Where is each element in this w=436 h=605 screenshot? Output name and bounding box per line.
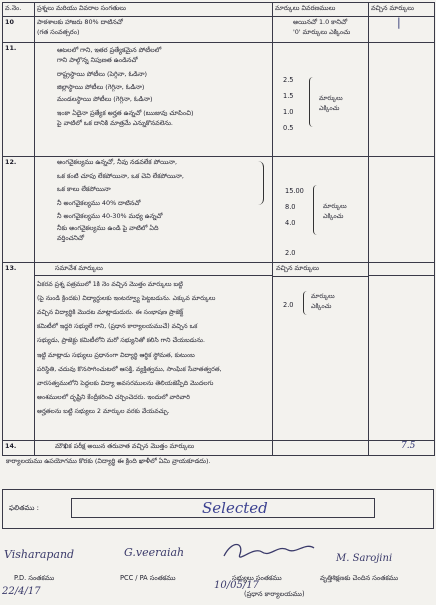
brace-icon (303, 291, 309, 315)
marks-label: మార్కులు (319, 95, 343, 102)
member-caption: సభ్యులు సంతకము (232, 574, 282, 582)
question-line: ఆటలలో గాని, ఇతర ప్రత్యేకమైన పోటీలలో (57, 46, 162, 54)
member-sub-caption: (ప్రధాన కార్యాలయము) (244, 590, 305, 598)
question-paragraph (35, 276, 272, 422)
question-line: అంగవైకల్యము ఉన్నచో, నీవు నడవలేక పోయినా, (57, 158, 178, 166)
vol-caption: వృత్తిశిక్షణకు చెందిన సంతకము (320, 574, 399, 582)
mark-value: 0.5 (283, 124, 294, 132)
row-marks-given (369, 17, 435, 43)
result-label: ఫలితము : (9, 504, 39, 512)
marks-table (2, 2, 435, 456)
table-row (3, 263, 435, 441)
row-number: 13. (3, 263, 35, 441)
vol-signature: M. Sarojini (336, 553, 393, 564)
question-line: (గత సంవత్సరం) (37, 27, 80, 36)
question-line: (పై నుండి క్రిందకు) విద్యార్థులకు ఇంటర్వ్యూ పెట్టబడును. ఎక్కువ మార్కులు (37, 294, 216, 302)
mark-value: 1.5 (283, 92, 294, 100)
row-number: 14. (3, 441, 35, 456)
question-line: ఒక కంటి చూపు లేకపోయినా, ఒక చెవి లేకపోయినా, (57, 171, 184, 180)
row-marks-detail (273, 263, 369, 441)
row-number: 12. (3, 157, 35, 263)
row-marks-detail (273, 43, 369, 157)
question-line: అంశములలో దృష్టిని కేంద్రీకరించి చర్చించెదరు. ఇందులో వారివారి (37, 394, 190, 402)
header-marks-given: వచ్చిన మార్కులు (369, 3, 435, 17)
mark-value: 2.0 (285, 249, 296, 257)
pcc-signature: G.veeraiah (124, 546, 185, 559)
row-marks-given (369, 263, 435, 441)
marks-line: అయినచో 1.0 కానిచో (293, 18, 348, 26)
marks-label: ఎక్కించు (319, 105, 340, 112)
row-number: 11. (3, 43, 35, 157)
pd-date: 22/4/17 (2, 586, 41, 597)
question-line: ఏకరవ ప్రశ్న పత్రములో 1కి నెం వచ్చిన మొత్తం మార్కులు బట్టి (37, 280, 183, 288)
result-value: Selected (202, 499, 268, 517)
question-line: రాష్ట్రస్థాయి పోటీలు (పెగ్గినా, ఓడినా) (57, 70, 147, 79)
row-question (35, 263, 273, 441)
question-line: వారసత్వములోని పెద్దలకు విద్యా అవసరములను తెలియజెప్పేది మొదలగు (37, 380, 214, 388)
result-field (71, 498, 375, 518)
question-line: పరిస్థితి, చదువు కొనసాగించుటలో ఆసక్తి, వ్యక్తిత్వము, సాంఘిక సేవాతత్వరత, (37, 365, 222, 373)
pd-caption: P.D. సంతకము (14, 574, 55, 582)
question-line: వర్తించనిచో (57, 233, 85, 242)
question-line: నీకు అంగవైకల్యము ఉండి పై వాటిలో ఏది (57, 223, 159, 232)
row-marks-given (369, 441, 435, 456)
given-header-cell (369, 263, 434, 276)
brace-icon (309, 77, 315, 127)
marks-line: '0' మార్కులు ఎక్కించు (293, 27, 351, 36)
brace-icon (257, 161, 264, 205)
question-line: అర్హతలను బట్టి సభ్యులు 2 మార్కుల వరకు వేయవచ్చు. (37, 408, 170, 416)
row-number: 10 (3, 17, 35, 43)
mark-value: 4.0 (285, 219, 296, 227)
brace-icon (313, 185, 319, 235)
header-sno: వ.నెం. (3, 3, 35, 17)
row-marks-detail (273, 17, 369, 43)
mark-value: 8.0 (285, 203, 296, 211)
marks-label: మార్కులు (311, 293, 335, 300)
row-question (35, 157, 273, 263)
question-line: నీ అంగవైకల్యము 40-30% మధ్య ఉన్నచో (57, 212, 163, 221)
table-row (3, 441, 435, 456)
mark-value: 1.0 (283, 108, 294, 116)
given-header: వచ్చిన మార్కులు (273, 263, 368, 277)
table-row (3, 157, 435, 263)
pcc-caption: PCC / PA సంతకము (120, 574, 176, 582)
given-marks: | (397, 16, 401, 29)
question-line: వచ్చిన విద్యార్థికి మొదట మాట్లాడుదురు. ఈ సంభాషణ ప్రాజెక్ట్ (37, 309, 184, 316)
question-title: సమావేశ మార్కులు (35, 263, 272, 276)
result-section (2, 489, 434, 529)
member-signature-scribble-icon (218, 536, 318, 568)
row-marks-given (369, 43, 435, 157)
row-question (35, 43, 273, 157)
row-marks-detail (273, 441, 369, 456)
marks-label: ఎక్కించు (311, 303, 332, 310)
question-line: మండలస్థాయి పోటీలు (గెగ్గినా, ఓడినా) (57, 95, 153, 104)
row-question (35, 17, 273, 43)
mark-value: 2.5 (283, 76, 294, 84)
pd-signature: Visharapand (4, 548, 75, 561)
member-date: 10/05/17 (214, 580, 259, 591)
question-line: జిల్లాస్థాయి పోటీలు (గెగ్గినా, ఓడినా) (57, 82, 145, 91)
question-line: ఒక కాలు లేకపోయినా (57, 185, 111, 194)
question-line: నీ అంగవైకల్యము 40% దాటినచో (57, 198, 141, 207)
question-line: పాఠశాలకు హాజరు 80% దాటినచో (37, 18, 123, 26)
question-line: ఇట్టి మాట్లాడు సభ్యులు ప్రధానంగా విద్యార్థి ఆర్థిక స్థోమత, కుటుంబ (37, 351, 195, 359)
marks-label: ఎక్కించు (323, 213, 344, 220)
table-header-row (3, 3, 435, 17)
question-line: పై వాటిలో ఒక దానికి మాత్రమే ఎన్నుకొనవలెను. (57, 118, 173, 127)
marks-label: మార్కులు (323, 203, 347, 210)
row-marks-detail (273, 157, 369, 263)
question-line: కమిటీలో ఇద్దరి సభ్యులే గాని, (ప్రధాన కార్యాలయముచే) వచ్చిన ఒక (37, 323, 198, 331)
header-question: ప్రశ్నలు మరియు వివరాల సంగతులు (35, 3, 273, 17)
row-marks-given (369, 157, 435, 263)
mark-value: 2.0 (283, 301, 294, 309)
table-row (3, 17, 435, 43)
office-use-note: కార్యాలయము ఉపయోగము కొరకు (విద్యార్థి ఈ క్రింది ఖాళీలో ఏమి వ్రాయకూడదు). (6, 457, 211, 465)
row-question: మౌఖిక పరీక్ష అయిన తరువాత వచ్చిన మొత్తం మార్కులు (35, 441, 273, 456)
form-sheet (2, 2, 434, 468)
question-line: గాని పాల్గొన్న నిపుణత ఉండినచో (57, 55, 138, 64)
header-marks-detail: మార్కులు వివరణములు (273, 3, 369, 17)
question-line: ఇంకా ఏదైనా ప్రత్యేక అర్హత ఉన్నచో (ఋజువు చూపించి) (57, 108, 194, 117)
question-line: సభ్యుడు, ప్రాజెక్టు కమిటీలోని మరో సభ్యునితో కలిసి గాని చేయబడును. (37, 337, 205, 345)
table-row (3, 43, 435, 157)
given-marks: 7.5 (401, 441, 416, 451)
mark-value: 15.00 (285, 187, 304, 195)
